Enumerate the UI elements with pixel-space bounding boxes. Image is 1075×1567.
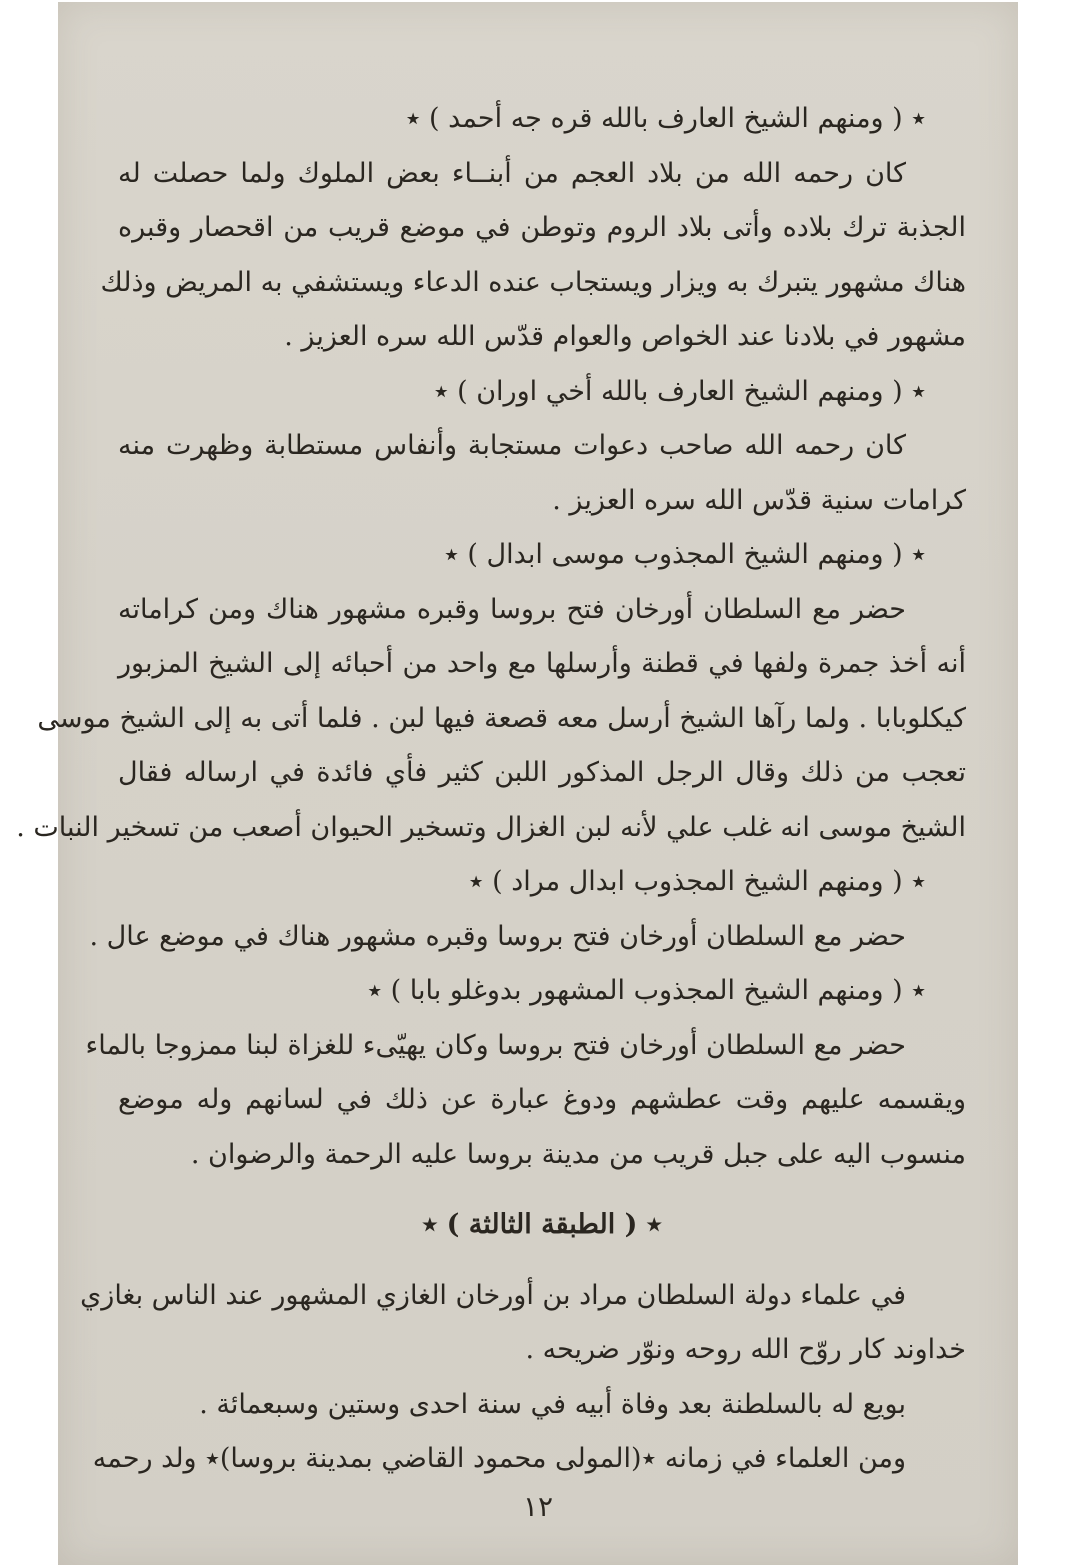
text-line: الجذبة ترك بلاده وأتى بلاد الروم وتوطن في موضع قريب من اقحصار وقبره (118, 212, 966, 243)
text-line: هناك مشهور يتبرك به ويزار ويستجاب عنده الدعاء ويستشفي به المريض وذلك (100, 266, 966, 298)
section-heading: ٭ ( ومنهم الشيخ العارف بالله قره جه أحمد ) ٭ (405, 103, 926, 134)
page-number: ١٢ (522, 1490, 554, 1523)
spacer (118, 1253, 966, 1269)
chapter-heading: ٭ ( الطبقة الثالثة ) ٭ (422, 1209, 662, 1240)
spacer (118, 1182, 966, 1198)
text-line: حضر مع السلطان أورخان فتح بروسا وقبره مشهور هناك ومن كراماته (118, 593, 906, 625)
text-line: ومن العلماء في زمانه ٭(المولى محمود القاضي بمدينة بروسا)٭ ولد رحمه (92, 1443, 906, 1474)
text-line: أنه أخذ جمرة ولفها في قطنة وأرسلها مع واحد من أحبائه إلى الشيخ المزبور (118, 648, 966, 679)
text-line: تعجب من ذلك وقال الرجل المذكور اللبن كثير فأي فائدة في ارساله فقال (118, 757, 966, 788)
page-text (16, 92, 966, 1487)
text-line: كان رحمه الله صاحب دعوات مستجابة وأنفاس مستطابة وظهرت منه (118, 430, 906, 461)
text-line: في علماء دولة السلطان مراد بن أورخان الغازي المشهور عند الناس بغازي (80, 1279, 906, 1311)
section-heading: ٭ ( ومنهم الشيخ المجذوب المشهور بدوغلو بابا ) ٭ (367, 975, 926, 1006)
section-heading: ٭ ( ومنهم الشيخ المجذوب موسى ابدال ) ٭ (444, 539, 926, 570)
text-line: خداوند كار روّح الله روحه ونوّر ضريحه . (525, 1334, 966, 1365)
text-line: الشيخ موسى انه غلب علي لأنه لبن الغزال وتسخير الحيوان أصعب من تسخير النبات . (16, 811, 966, 843)
text-line: حضر مع السلطان أورخان فتح بروسا وكان يهيّىء للغزاة لبنا ممزوجا بالماء (85, 1029, 906, 1061)
section-heading: ٭ ( ومنهم الشيخ العارف بالله أخي اوران ) ٭ (433, 375, 926, 407)
text-line: ويقسمه عليهم وقت عطشهم ودوغ عبارة عن ذلك في لسانهم وله موضع (118, 1084, 966, 1115)
text-line: حضر مع السلطان أورخان فتح بروسا وقبره مشهور هناك في موضع عال . (89, 920, 906, 952)
text-line: كيكلوبابا . ولما رآها الشيخ أرسل معه قصعة فيها لبن . فلما أتى به إلى الشيخ موسى (37, 702, 966, 734)
text-line: بويع له بالسلطنة بعد وفاة أبيه في سنة احدى وستين وسبعمائة . (199, 1388, 906, 1420)
text-line: كرامات سنية قدّس الله سره العزيز . (552, 484, 966, 516)
text-line: منسوب اليه على جبل قريب من مدينة بروسا عليه الرحمة والرضوان . (190, 1138, 966, 1170)
scanned-book-page (16, 2, 1018, 1565)
text-line: كان رحمه الله من بلاد العجم من أبنــاء بعض الملوك ولما حصلت له (118, 157, 906, 189)
text-line: مشهور في بلادنا عند الخواص والعوام قدّس الله سره العزيز . (284, 321, 966, 352)
section-heading: ٭ ( ومنهم الشيخ المجذوب ابدال مراد ) ٭ (468, 866, 926, 897)
